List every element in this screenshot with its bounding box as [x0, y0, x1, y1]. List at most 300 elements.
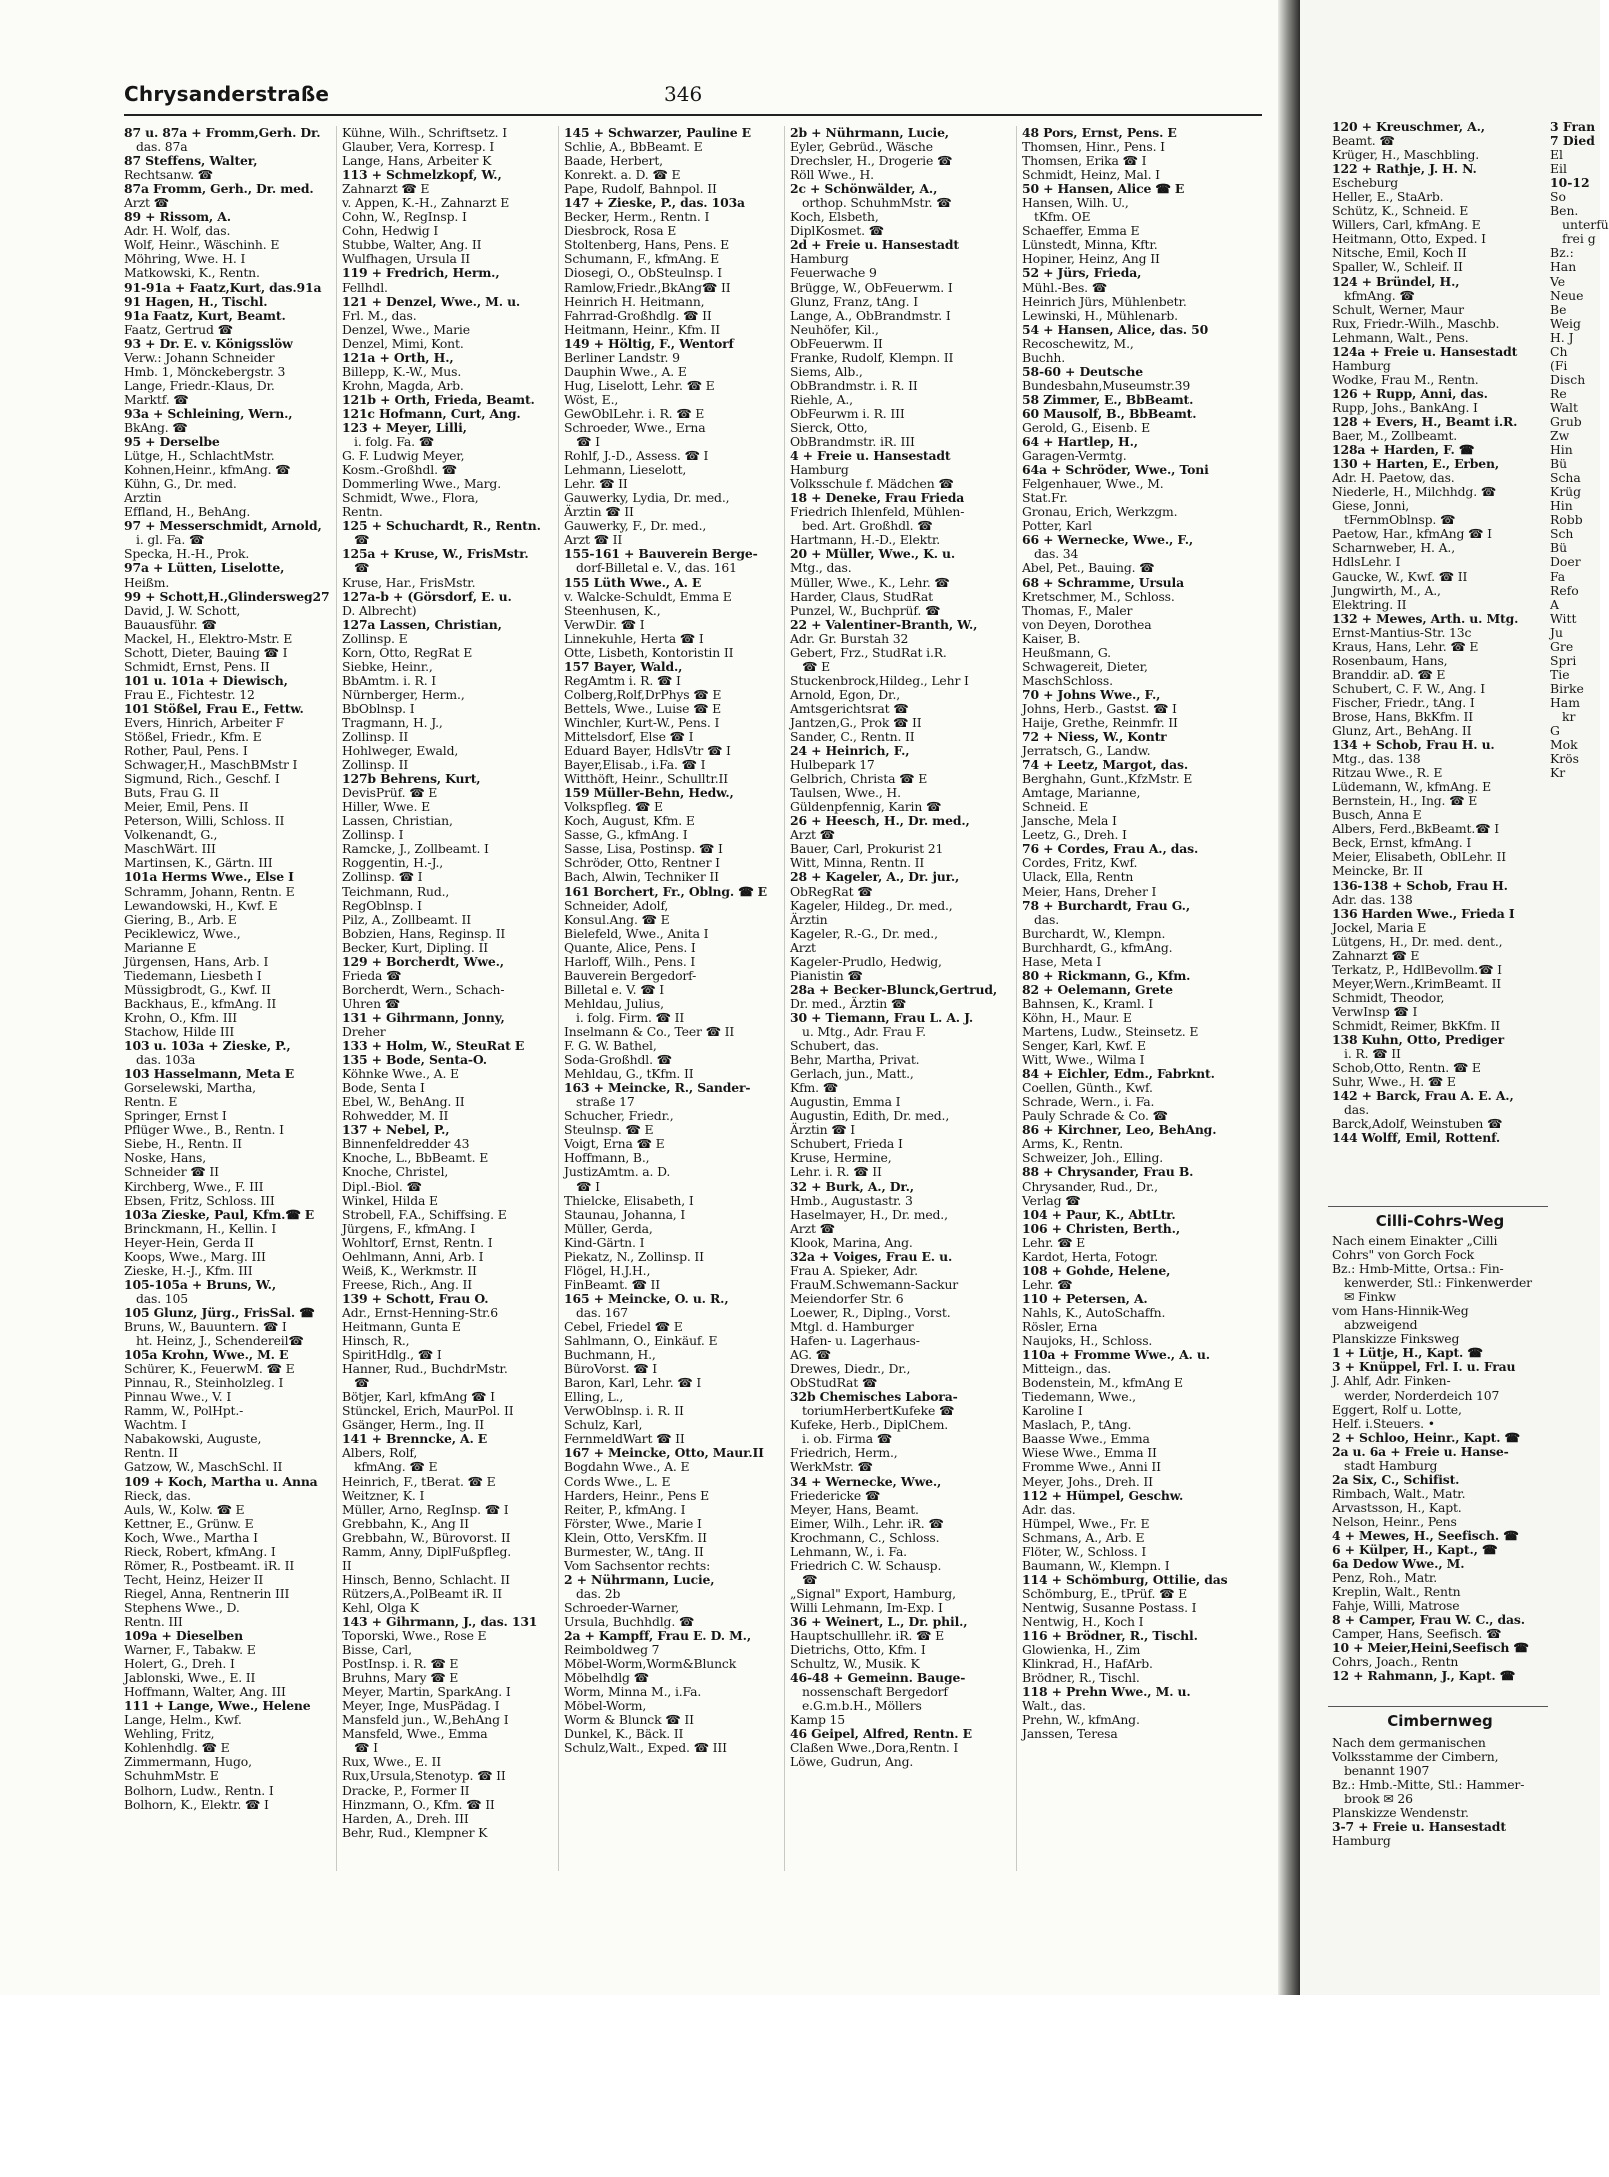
directory-entry: 97a + Lütten, Liselotte, [124, 560, 285, 576]
directory-entry: benannt 1907 [1344, 1763, 1430, 1779]
directory-entry: 64a + Schröder, Wwe., Toni [1022, 462, 1209, 478]
directory-entry: i. folg. Fa. ☎ [354, 434, 435, 450]
directory-entry: Müller, Arno, RegInsp. ☎ I [342, 1501, 509, 1517]
directory-entry: Mitteign., das. [1022, 1361, 1111, 1377]
directory-entry: Mühl.-Bes. ☎ [1022, 279, 1108, 295]
directory-entry: Klinkrad, H., HafArb. [1022, 1656, 1153, 1672]
street-divider [1328, 1706, 1548, 1707]
directory-entry: Neue [1550, 287, 1584, 303]
directory-entry: Nitsche, Emil, Koch II [1332, 245, 1467, 261]
directory-entry: Nentwig, H., Koch I [1022, 1613, 1144, 1629]
directory-entry: MaschSchloss. [1022, 672, 1113, 688]
directory-entry: Heitmann, Gunta E [342, 1318, 461, 1334]
directory-entry: Felgenhauer, Wwe., M. [1022, 476, 1164, 492]
directory-entry: Hamburg [1332, 1833, 1391, 1849]
directory-entry: Witt, Wwe., Wilma I [1022, 1052, 1145, 1068]
directory-entry: Stat.Fr. [1022, 490, 1068, 506]
directory-entry: Kraus, Hans, Lehr. ☎ E [1332, 638, 1479, 654]
directory-entry: von Deyen, Dorothea [1022, 616, 1152, 632]
directory-entry: das. 2b [576, 1585, 621, 1601]
directory-entry: Peterson, Willi, Schloss. II [124, 813, 285, 829]
directory-entry: 109a + Dieselben [124, 1628, 243, 1644]
directory-entry: Rux,Ursula,Stenotyp. ☎ II [342, 1768, 506, 1784]
directory-entry: 46 Geipel, Alfred, Rentn. E [790, 1726, 972, 1742]
directory-entry: Kruse, Hermine, [790, 1150, 892, 1166]
directory-entry: Adr. das. 138 [1332, 891, 1413, 907]
directory-entry: Eil [1550, 161, 1567, 177]
directory-entry: BbOblnsp. I [342, 700, 415, 716]
directory-entry: Schmidt, Theodor, [1332, 989, 1445, 1005]
directory-entry: Rieck, das. [124, 1487, 191, 1503]
directory-entry: Mehldau, G., tKfm. II [564, 1066, 694, 1082]
directory-entry: Drewes, Diedr., Dr., [790, 1361, 911, 1377]
directory-entry: Schob,Otto, Rentn. ☎ E [1332, 1060, 1481, 1076]
page-header [124, 80, 1262, 116]
directory-entry: Arnold, Egon, Dr., [790, 686, 901, 702]
directory-entry: Refo [1550, 582, 1579, 598]
directory-entry: Mansfeld jun., W.,BehAng I [342, 1712, 509, 1728]
directory-entry: Schulz, Karl, [564, 1417, 643, 1433]
directory-entry: ✉ Finkw [1344, 1289, 1396, 1305]
directory-entry: Spri [1550, 652, 1577, 668]
directory-entry: Arzt [790, 939, 816, 955]
directory-entry: Behr, Martha, Privat. [790, 1052, 920, 1068]
directory-entry: Haselmayer, H., Dr. med., [790, 1206, 948, 1222]
directory-entry: Hauptschulllehr. iR. ☎ E [790, 1628, 944, 1644]
directory-entry: Zollinsp. II [342, 729, 409, 745]
directory-entry: Schmidt, Wwe., Flora, [342, 490, 479, 506]
directory-entry: Fellhdl. [342, 279, 388, 295]
directory-entry: 142 + Barck, Frau A. E. A., [1332, 1088, 1514, 1104]
directory-entry: Koch, August, Kfm. E [564, 813, 695, 829]
directory-entry: ☎ I [354, 1740, 378, 1756]
running-title: Chrysanderstraße [124, 82, 330, 106]
directory-entry: Paetow, Har., kfmAng ☎ I [1332, 526, 1492, 542]
directory-entry: Nentwig, Susanne Postass. I [1022, 1599, 1197, 1615]
directory-entry: Schürer, K., FeuerwM. ☎ E [124, 1361, 295, 1377]
directory-entry: Rux, Wwe., E. II [342, 1754, 441, 1770]
directory-entry: FrauM.Schwemann-Sackur [790, 1276, 959, 1292]
directory-entry: 32a + Voiges, Frau E. u. [790, 1248, 953, 1264]
directory-entry: 32b Chemisches Labora- [790, 1389, 958, 1405]
directory-entry: Maslach, P., tAng. [1022, 1417, 1132, 1433]
directory-entry: Gerold, G., Eisenb. E [1022, 419, 1151, 435]
directory-entry: Robb [1550, 512, 1583, 528]
directory-entry: Jockel, Maria E [1332, 919, 1427, 935]
directory-entry: Fromme Wwe., Anni II [1022, 1459, 1161, 1475]
directory-entry: Matkowski, K., Rentn. [124, 265, 260, 281]
directory-entry: Kageler, Hildeg., Dr. med., [790, 897, 953, 913]
directory-entry: Heinrich Jürs, Mühlenbetr. [1022, 293, 1187, 309]
directory-entry: Schubert, C. F. W., Ang. I [1332, 680, 1486, 696]
directory-entry: 2 + Nührmann, Lucie, [564, 1571, 715, 1587]
directory-entry: Loewer, R., Diplng., Vorst. [790, 1304, 951, 1320]
directory-entry: „Signal" Export, Hamburg, [790, 1585, 956, 1601]
directory-entry: Busch, Anna E [1332, 807, 1422, 823]
directory-entry: Friedrich C. W. Schausp. [790, 1557, 942, 1573]
directory-entry: 2 + Schloo, Heinr., Kapt. ☎ [1332, 1429, 1520, 1445]
directory-entry: II [342, 1557, 352, 1573]
directory-entry: Zw [1550, 428, 1570, 444]
directory-entry: DiplKosmet. ☎ [790, 223, 884, 239]
directory-entry: Steulnsp. ☎ E [564, 1122, 654, 1138]
directory-entry: Hoffmann, Walter, Ang. III [124, 1684, 286, 1700]
directory-entry: Kruse, Har., FrisMstr. [342, 574, 476, 590]
directory-entry: Meier, Elisabeth, OblLehr. II [1332, 849, 1507, 865]
directory-entry: Klook, Marina, Ang. [790, 1234, 913, 1250]
directory-entry: 91-91a + Faatz,Kurt, das.91a [124, 279, 322, 295]
directory-entry: Meyer, Johs., Dreh. II [1022, 1473, 1153, 1489]
directory-entry: Kehl, Olga K [342, 1599, 419, 1615]
directory-entry: Bodenstein, M., kfmAng E [1022, 1375, 1183, 1391]
directory-entry: Buts, Frau G. II [124, 785, 219, 801]
directory-entry: Pauly Schrade & Co. ☎ [1022, 1108, 1168, 1124]
directory-entry: Flöter, W., Schloss. I [1022, 1543, 1147, 1559]
directory-entry: Thielcke, Elisabeth, I [564, 1192, 694, 1208]
directory-entry: Witthöft, Heinr., Schulltr.II [564, 771, 729, 787]
directory-entry: Martens, Ludw., Steinsetz. E [1022, 1024, 1199, 1039]
directory-entry: Schneider ☎ II [124, 1164, 219, 1180]
directory-entry: Hinsch, R., [342, 1333, 410, 1349]
directory-entry: i. R. ☎ II [1344, 1046, 1401, 1062]
directory-entry: Koops, Wwe., Marg. III [124, 1248, 266, 1264]
directory-entry: Hmb., Augustastr. 3 [790, 1192, 913, 1208]
directory-entry: 165 + Meincke, O. u. R., [564, 1290, 729, 1306]
directory-entry: Brose, Hans, BkKfm. II [1332, 708, 1474, 724]
directory-entry: Reimboldweg 7 [564, 1642, 660, 1658]
directory-entry: Vom Sachsentor rechts: [564, 1557, 711, 1573]
directory-entry: dorf-Billetal e. V., das. 161 [576, 560, 737, 576]
directory-entry: 155 Lüth Wwe., A. E [564, 574, 702, 590]
directory-entry: Gerlach, jun., Matt., [790, 1066, 914, 1082]
directory-entry: Zollinsp. E [342, 630, 408, 646]
directory-entry: Volkspfleg. ☎ E [564, 799, 663, 815]
directory-entry: Cords Wwe., L. E [564, 1473, 671, 1489]
directory-entry: FernmeldWart ☎ II [564, 1431, 685, 1447]
directory-entry: Beck, Ernst, kfmAng. I [1332, 835, 1472, 851]
directory-entry: Dracke, P., Former II [342, 1782, 470, 1798]
directory-entry: Dipl.-Biol. ☎ [342, 1178, 422, 1194]
directory-entry: Hoffmann, B., [564, 1150, 650, 1166]
directory-entry: Noske, Hans, [124, 1150, 207, 1166]
column-divider [784, 126, 785, 1871]
directory-entry: Branddir. aD. ☎ E [1332, 666, 1446, 682]
directory-entry: Harder, Claus, StudRat [790, 588, 933, 604]
directory-entry: Denzel, Wwe., Marie [342, 321, 470, 337]
directory-entry: Witt, Minna, Rentn. II [790, 855, 925, 871]
directory-entry: Siems, Alb., [790, 363, 863, 379]
directory-entry: Schroeder-Warner, [564, 1599, 680, 1615]
directory-entry: 159 Müller-Behn, Hedw., [564, 785, 734, 801]
directory-entry: 137 + Nebel, P., [342, 1122, 450, 1138]
directory-entry: Baade, Herbert, [564, 153, 663, 169]
directory-entry: Zahnarzt ☎ E [342, 181, 430, 197]
directory-entry: Dauphin Wwe., A. E [564, 363, 687, 379]
directory-entry: Hartmann, H.-D., Elektr. [790, 532, 941, 548]
directory-entry: 58-60 + Deutsche [1022, 363, 1144, 379]
directory-entry: Reiter, P., kfmAng. I [564, 1501, 686, 1517]
directory-entry: Riehle, A., [790, 391, 853, 407]
directory-entry: 147 + Zieske, P., das. 103a [564, 195, 745, 211]
directory-entry: Pflüger Wwe., B., Rentn. I [124, 1122, 284, 1138]
directory-entry: David, J. W. Schott, [124, 602, 241, 618]
directory-entry: 109 + Koch, Martha u. Anna [124, 1473, 318, 1489]
directory-entry: Hafen- u. Lagerhaus- [790, 1333, 920, 1349]
directory-entry: Augustin, Emma I [790, 1094, 901, 1110]
directory-entry: Ernst-Mantius-Str. 13c [1332, 624, 1472, 640]
directory-entry: Toporski, Wwe., Rose E [342, 1628, 487, 1644]
directory-entry: 104 + Paur, K., AbtLtr. [1022, 1206, 1176, 1222]
directory-entry: Cohrs" von Gorch Fock [1332, 1247, 1475, 1263]
directory-entry: Ve [1550, 273, 1566, 289]
directory-entry: Burmester, W., tAng. II [564, 1543, 704, 1559]
directory-entry: Kaiser, B. [1022, 630, 1081, 646]
directory-entry: Lütge, H., SchlachtMstr. [124, 448, 275, 464]
street-block-cimbernweg [1332, 1736, 1546, 1866]
directory-entry: BüroVorst. ☎ I [564, 1361, 658, 1377]
directory-entry: Volksschule f. Mädchen ☎ [790, 476, 954, 492]
directory-entry: Schroeder, Wwe., Erna [564, 419, 706, 435]
directory-entry: Adr. H. Paetow, das. [1332, 470, 1455, 486]
directory-entry: Hansen, Wilh. U., [1022, 195, 1129, 211]
directory-entry: Bruns, W., Bauuntern. ☎ I [124, 1318, 287, 1334]
directory-entry: e.G.m.b.H., Möllers [802, 1698, 922, 1714]
directory-entry: Abel, Pet., Bauing. ☎ [1022, 560, 1155, 576]
directory-entry: Rechtsanw. ☎ [124, 167, 213, 183]
directory-entry: 10 + Meier,Heini,Seefisch ☎ [1332, 1640, 1529, 1656]
directory-column-4 [790, 126, 1012, 1886]
directory-entry: Rützers,A.,PolBeamt iR. II [342, 1585, 503, 1601]
directory-entry: Planskizze Finksweg [1332, 1331, 1460, 1347]
directory-entry: Strobell, F.A., Schiffsing. E [342, 1206, 507, 1222]
directory-entry: das. [1344, 1102, 1370, 1118]
directory-entry: 126 + Rupp, Anni, das. [1332, 385, 1488, 401]
directory-entry: Hin [1550, 442, 1573, 458]
directory-entry: 66 + Wernecke, Wwe., F., [1022, 532, 1194, 548]
directory-entry: Jungwirth, M., A., [1332, 582, 1441, 598]
column-divider [558, 126, 559, 1871]
directory-entry: 122 + Rathje, J. H. N. [1332, 161, 1477, 177]
directory-entry: vom Hans-Hinnik-Weg [1332, 1303, 1469, 1319]
directory-entry: Lehmann, W., i. Fa. [790, 1543, 907, 1559]
directory-entry: Billetal e. V. ☎ I [564, 981, 665, 997]
directory-entry: 4 + Mewes, H., Seefisch. ☎ [1332, 1527, 1519, 1543]
directory-entry: WerkMstr. ☎ [790, 1459, 873, 1475]
directory-entry: Zollinsp. ☎ I [342, 869, 423, 885]
directory-entry: v. Walcke-Schuldt, Emma E [564, 588, 732, 604]
directory-entry: Oehlmann, Anni, Arb. I [342, 1248, 484, 1264]
directory-entry: Hamburg [1332, 357, 1391, 373]
directory-entry: Kohnen,Heinr., kfmAng. ☎ [124, 462, 291, 478]
directory-entry: u. Mtg., Adr. Frau F. [802, 1024, 926, 1039]
directory-entry: Stuckenbrock,Hildeg., Lehr I [790, 672, 969, 688]
directory-entry: Marktf. ☎ [124, 391, 189, 407]
directory-entry: Bisse, Carl, [342, 1642, 412, 1658]
directory-entry: Bayer,Elisab., i.Fa. ☎ I [564, 757, 706, 773]
directory-entry: Kreplin, Walt., Rentn [1332, 1584, 1461, 1600]
directory-entry: Friedericke ☎ [790, 1487, 881, 1503]
directory-entry: Garagen-Vermtg. [1022, 448, 1127, 464]
directory-entry: 111 + Lange, Wwe., Helene [124, 1698, 311, 1714]
directory-entry: 121a + Orth, H., [342, 349, 454, 365]
directory-entry: Bahnsen, K., Kraml. I [1022, 995, 1153, 1011]
directory-entry: Thomas, F., Maler [1022, 602, 1133, 618]
directory-entry: Adr. H. Wolf, das. [124, 223, 231, 239]
directory-entry: Techt, Heinz, Heizer II [124, 1571, 264, 1587]
directory-entry: Witt [1550, 610, 1577, 626]
directory-entry: Sander, C., Rentn. II [790, 729, 915, 745]
directory-entry: Schömburg, E., tPrüf. ☎ E [1022, 1585, 1188, 1601]
directory-entry: Pianistin ☎ [790, 967, 863, 983]
directory-entry: Buchmann, H., [564, 1347, 656, 1363]
directory-entry: Möhring, Wwe. H. I [124, 251, 246, 267]
directory-entry: Lehr. i. R. ☎ II [790, 1164, 882, 1180]
directory-entry: Cohn, W., RegInsp. I [342, 209, 467, 225]
directory-entry: Amtage, Marianne, [1022, 785, 1141, 801]
directory-entry: Koch, Elsbeth, [790, 209, 879, 225]
directory-entry: i. folg. Firm. ☎ II [576, 1009, 685, 1025]
directory-entry: 112 + Hümpel, Geschw. [1022, 1487, 1184, 1503]
directory-entry: Gauwerky, Lydia, Dr. med., [564, 490, 730, 506]
directory-entry: Evers, Hinrich, Arbeiter F [124, 714, 284, 730]
directory-entry: ☎ [802, 1571, 818, 1587]
directory-entry: Jürgensen, Hans, Arb. I [124, 953, 269, 969]
directory-entry: Rux, Friedr.-Wilh., Maschb. [1332, 315, 1500, 331]
directory-entry: 136 Harden Wwe., Frieda I [1332, 905, 1515, 921]
directory-entry: Frieda ☎ [342, 967, 402, 983]
directory-entry: Kamp 15 [790, 1712, 845, 1728]
directory-entry: PostInsp. i. R. ☎ E [342, 1656, 459, 1672]
directory-entry: Frau E., Fichtestr. 12 [124, 686, 255, 702]
directory-entry: Schulz,Walt., Exped. ☎ III [564, 1740, 727, 1756]
directory-entry: 108 + Gohde, Helene, [1022, 1262, 1171, 1278]
directory-entry: Kettner, E., Grünw. E [124, 1515, 254, 1531]
directory-entry: Gorselewski, Martha, [124, 1080, 256, 1096]
directory-entry: 134 + Schob, Frau H. u. [1332, 737, 1495, 753]
directory-entry: nossenschaft Bergedorf [802, 1684, 948, 1700]
directory-column-2 [342, 126, 554, 1886]
directory-entry: Kr [1550, 765, 1566, 781]
directory-entry: Schmidt, Heinz, Mal. I [1022, 167, 1160, 183]
directory-entry: Verlag ☎ [1022, 1192, 1081, 1208]
directory-entry: Möbel-Worm, [564, 1698, 647, 1714]
directory-entry: 139 + Schott, Frau O. [342, 1290, 489, 1306]
directory-entry: 101 u. 101a + Diewisch, [124, 672, 288, 688]
directory-entry: 127a-b + (Görsdorf, E. u. [342, 588, 512, 604]
directory-entry: 163 + Meincke, R., Sander- [564, 1080, 751, 1096]
directory-entry: Schumann, F., kfmAng. E [564, 251, 720, 267]
directory-entry: Birke [1550, 680, 1584, 696]
directory-entry: 125 + Schuchardt, R., Rentn. [342, 518, 541, 534]
directory-entry: Lütgens, H., Dr. med. dent., [1332, 933, 1503, 949]
directory-entry: Cohn, Hedwig I [342, 223, 439, 239]
directory-entry: Ramlow,Friedr.,BkAng☎ II [564, 279, 731, 295]
directory-entry: Schubert, Frieda I [790, 1136, 903, 1152]
scan-background [0, 1995, 1600, 2177]
directory-entry: tKfm. OE [1034, 209, 1091, 225]
directory-entry: Meier, Hans, Dreher I [1022, 883, 1157, 899]
directory-entry: stadt Hamburg [1344, 1457, 1438, 1473]
directory-entry: Nürnberger, Herm., [342, 686, 465, 702]
directory-entry: Ärztin ☎ II [564, 504, 634, 520]
directory-entry: i. gl. Fa. ☎ [136, 532, 205, 548]
directory-entry: Schweizer, Joh., Elling. [1022, 1150, 1164, 1166]
directory-entry: Dr. med., Ärztin ☎ [790, 995, 907, 1011]
directory-entry: 124a + Freie u. Hansestadt [1332, 343, 1518, 359]
directory-entry: 143 + Gihrmann, J., das. 131 [342, 1613, 538, 1629]
directory-entry: Lehr. ☎ [1022, 1276, 1073, 1292]
directory-entry: Bauverein Bergedorf- [564, 967, 697, 983]
directory-entry: 135 + Bode, Senta-O. [342, 1052, 487, 1068]
directory-entry: 144 Wolff, Emil, Rottenf. [1332, 1130, 1501, 1146]
directory-entry: Frau A. Spieker, Adr. [790, 1262, 918, 1278]
directory-entry: Rimbach, Walt., Matr. [1332, 1485, 1466, 1501]
directory-entry: Arztin [124, 490, 162, 506]
directory-entry: Burchardt, W., Klempn. [1022, 925, 1166, 941]
directory-entry: Zollinsp. I [342, 827, 404, 843]
directory-entry: 28 + Kageler, A., Dr. jur., [790, 869, 960, 885]
directory-entry: Schmans, A., Arb. E [1022, 1529, 1145, 1545]
directory-entry: Zahnarzt ☎ E [1332, 947, 1420, 963]
directory-entry: VerwInsp ☎ I [1332, 1003, 1418, 1019]
directory-entry: ☎ E [802, 658, 830, 674]
directory-entry: Lehr. ☎ II [564, 476, 628, 492]
directory-entry: 24 + Heinrich, F., [790, 743, 910, 759]
directory-entry: Quante, Alice, Pens. I [564, 939, 696, 955]
directory-entry: 93a + Schleining, Wern., [124, 405, 293, 421]
directory-entry: Wachtm. I [124, 1417, 187, 1433]
directory-entry: 28a + Becker-Blunck,Gertrud, [790, 981, 997, 997]
directory-entry: Mittelsdorf, Else ☎ I [564, 729, 694, 745]
directory-entry: SchuhmMstr. E [124, 1768, 219, 1784]
directory-entry: Lünstedt, Minna, Kftr. [1022, 237, 1158, 253]
directory-entry: Schmidt, Reimer, BkKfm. II [1332, 1018, 1501, 1033]
directory-entry: Grub [1550, 413, 1582, 429]
directory-entry: Pape, Rudolf, Bahnpol. II [564, 181, 717, 197]
directory-entry: Bogdahn Wwe., A. E [564, 1459, 690, 1475]
directory-entry: VerwOblnsp. i. R. II [564, 1403, 684, 1419]
directory-entry: Staunau, Johanna, I [564, 1206, 686, 1222]
directory-entry: Bü [1550, 456, 1568, 472]
directory-entry: Meincke, Br. II [1332, 863, 1423, 879]
directory-entry: 123 + Meyer, Lilli, [342, 419, 467, 435]
directory-entry: Teichmann, Rud., [342, 883, 450, 899]
directory-entry: Harloff, Wilh., Pens. I [564, 953, 696, 969]
directory-entry: Arzt ☎ [790, 1220, 835, 1236]
directory-entry: 105 Glunz, Jürg., FrisSal. ☎ [124, 1304, 315, 1320]
directory-entry: Ramm, Anny, DiplFußpfleg. [342, 1543, 512, 1559]
directory-entry: Stephens Wwe., D. [124, 1599, 240, 1615]
directory-entry: Piekatz, N., Zollinsp. II [564, 1248, 704, 1264]
directory-entry: Wöst, E., [564, 391, 619, 407]
directory-entry: Glunz, Art., BehAng. II [1332, 723, 1472, 739]
directory-entry: Janssen, Teresa [1022, 1726, 1118, 1742]
directory-entry: Kühne, Wilh., Schriftsetz. I [342, 125, 508, 140]
directory-entry: Kirchberg, Wwe., F. III [124, 1178, 264, 1194]
directory-entry: Brödner, R., Tischl. [1022, 1670, 1140, 1686]
directory-entry: 88 + Chrysander, Frau B. [1022, 1164, 1194, 1180]
directory-entry: Punzel, W., Buchprüf. ☎ [790, 602, 941, 618]
directory-entry: 91a Faatz, Kurt, Beamt. [124, 307, 286, 323]
directory-entry: kfmAng. ☎ [1344, 287, 1415, 303]
directory-entry: VerwDir. ☎ I [564, 616, 645, 632]
directory-entry: 32 + Burk, A., Dr., [790, 1178, 914, 1194]
directory-entry: 145 + Schwarzer, Pauline E [564, 125, 751, 140]
directory-entry: das. 87a [136, 139, 188, 155]
directory-entry: das. 167 [576, 1304, 629, 1320]
directory-entry: Han [1550, 259, 1577, 275]
directory-entry: Grebbahn, W., Bürovorst. II [342, 1529, 511, 1545]
